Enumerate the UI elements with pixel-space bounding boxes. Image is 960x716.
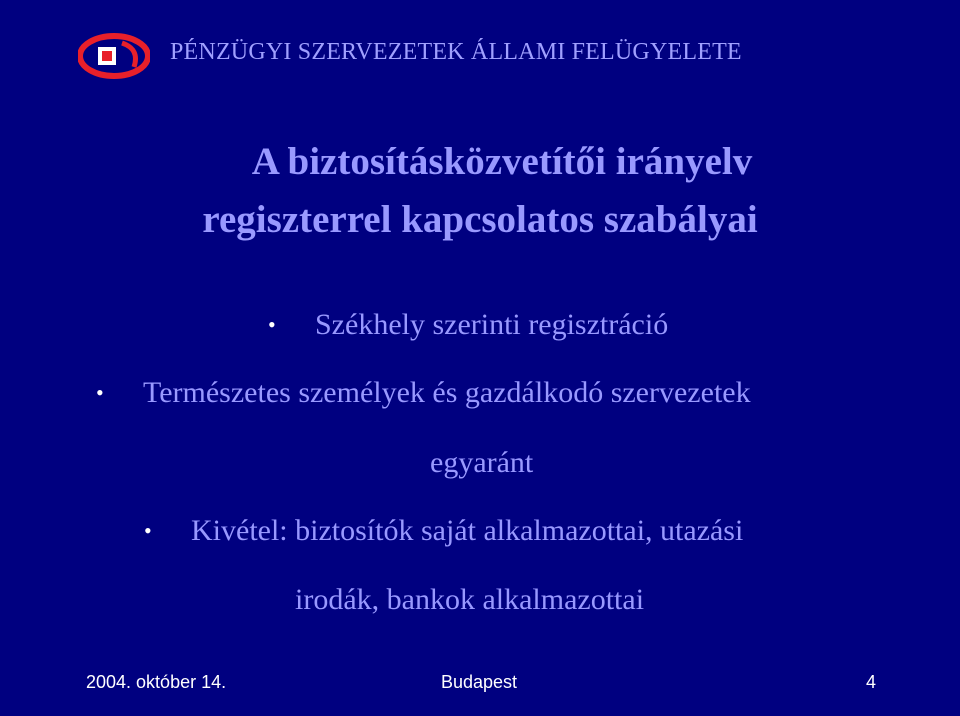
footer-location: Budapest: [441, 672, 518, 692]
footer-page-number: 4: [866, 672, 877, 692]
title-line-1: A biztosításközvetítői irányelv: [251, 140, 753, 183]
psz-logo-icon: [78, 33, 150, 79]
bullet-dot-3: •: [144, 518, 152, 543]
title-line-2: regiszterrel kapcsolatos szabályai: [202, 198, 758, 241]
bullet-1-text: Székhely szerinti regisztráció: [315, 308, 669, 341]
org-title: PÉNZÜGYI SZERVEZETEK ÁLLAMI FELÜGYELETE: [170, 39, 742, 65]
bullet-2-continuation: egyaránt: [430, 446, 534, 479]
bullet-dot-1: •: [268, 312, 276, 337]
slide-title: [0, 133, 960, 249]
bullet-2-text: Természetes személyek és gazdálkodó szervezetek: [143, 376, 751, 409]
bullet-3-continuation: irodák, bankok alkalmazottai: [295, 583, 645, 616]
bullet-dot-2: •: [96, 380, 104, 405]
footer-date: 2004. október 14.: [86, 672, 227, 692]
bullet-3-text: Kivétel: biztosítók saját alkalmazottai, utazási: [191, 514, 744, 547]
